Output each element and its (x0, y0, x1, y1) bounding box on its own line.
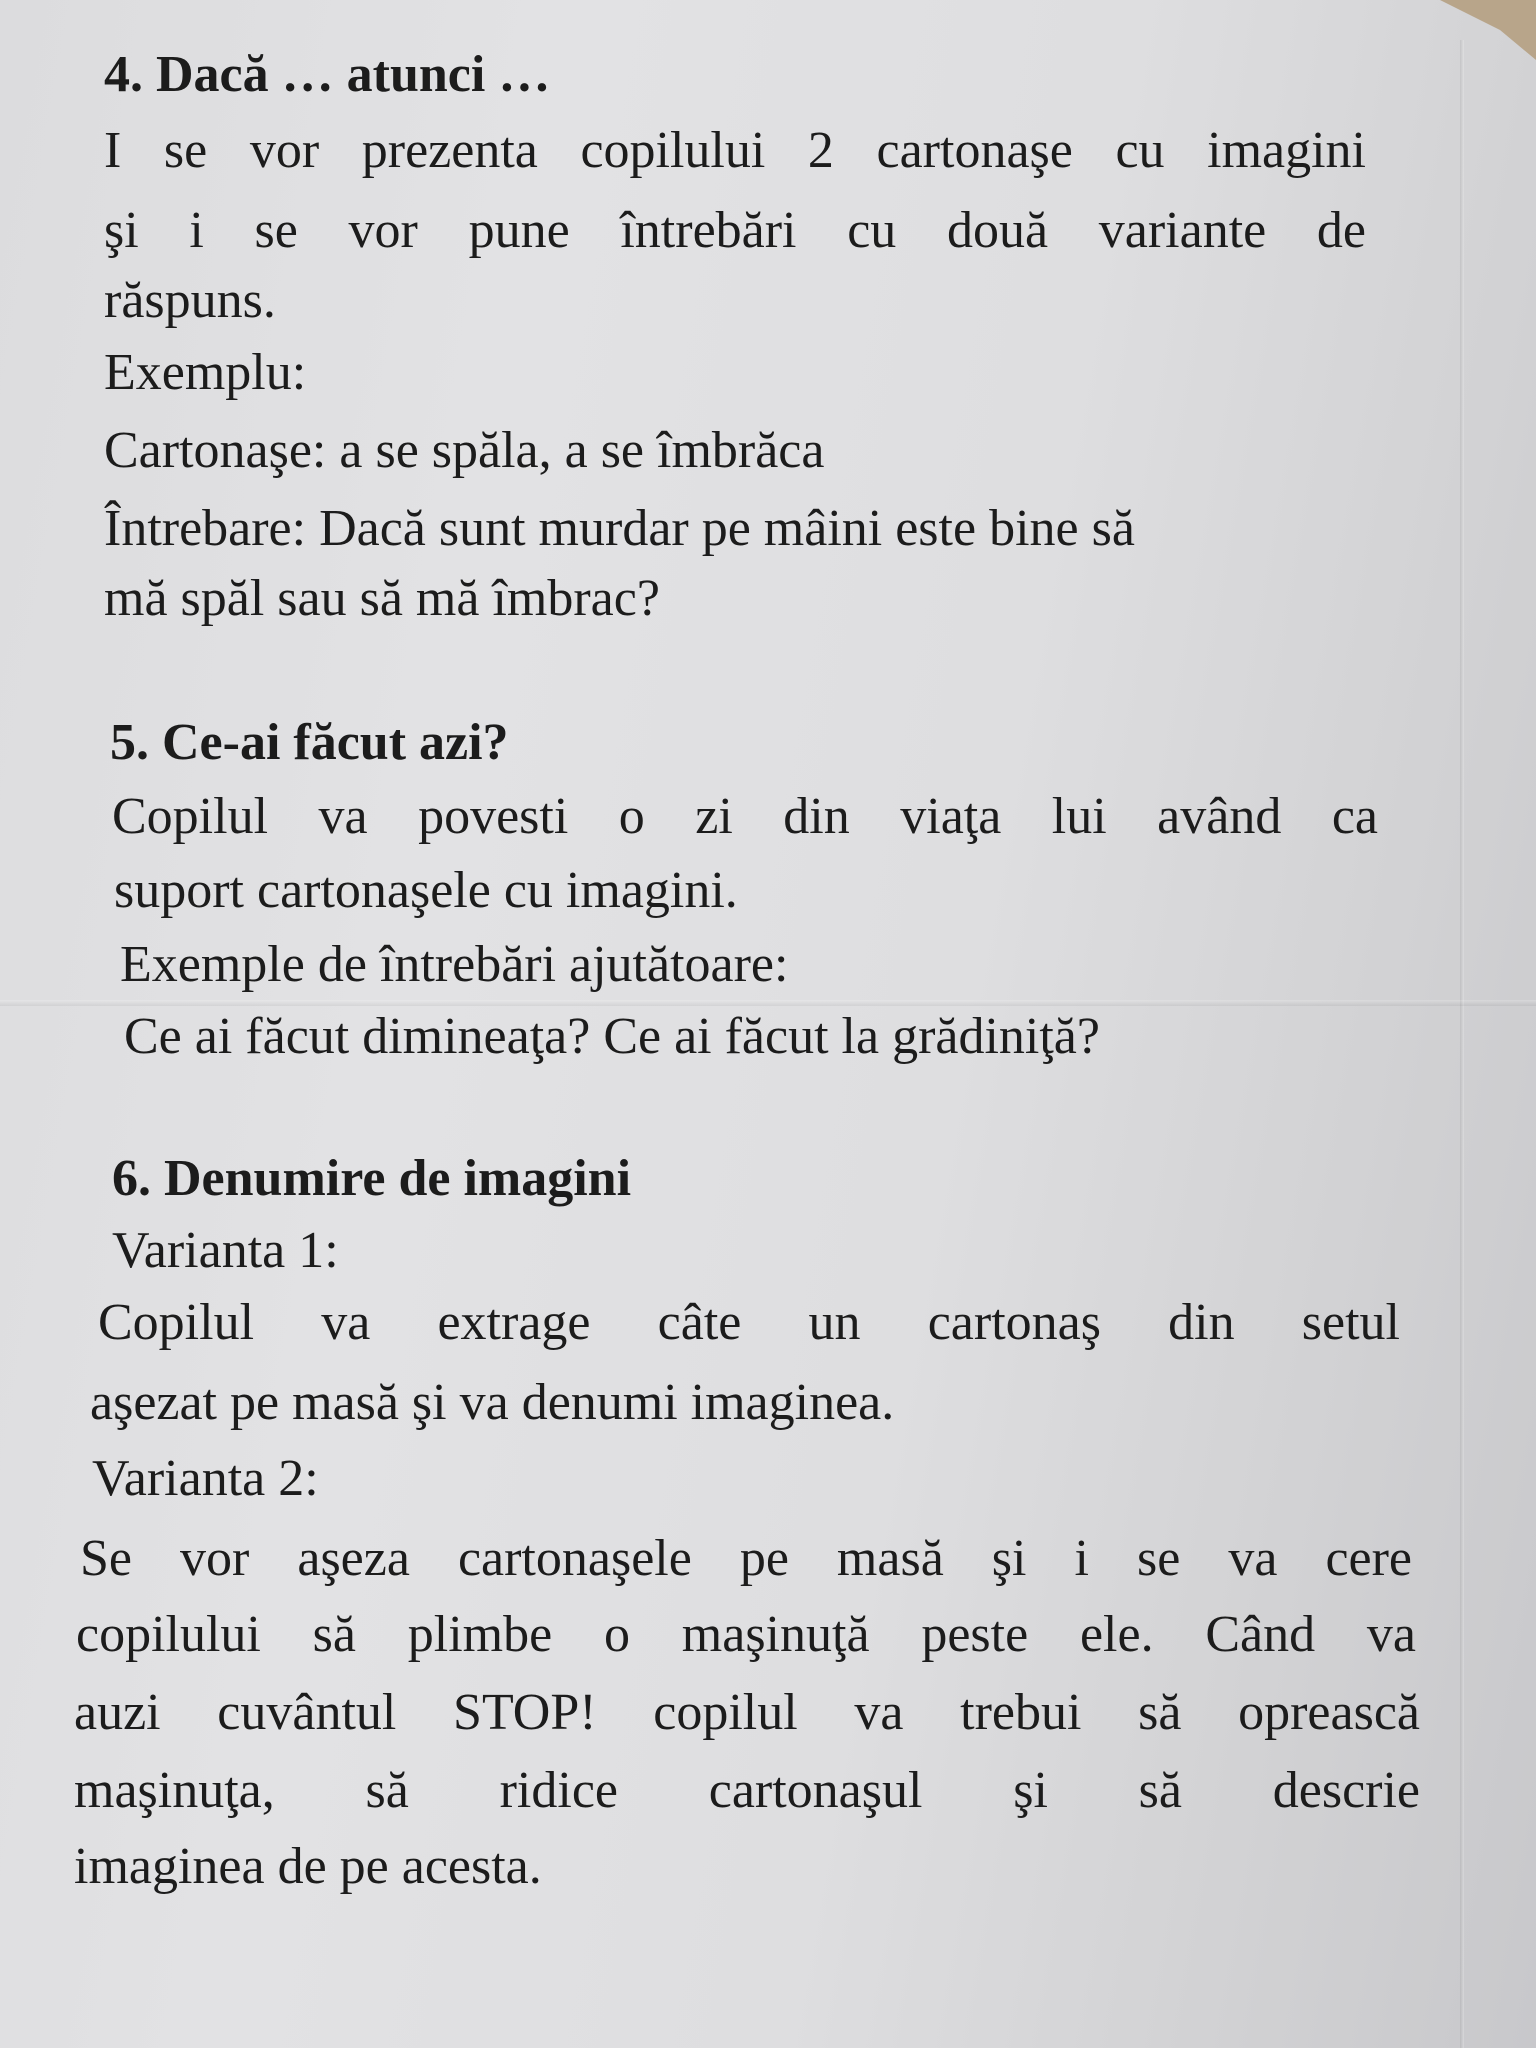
section-4-cards: Cartonaşe: a se spăla, a se îmbrăca (104, 422, 825, 479)
section-6-variant-2-label: Varianta 2: (92, 1450, 319, 1507)
section-4-heading: 4. Dacă … atunci … (104, 46, 551, 103)
section-5-heading: 5. Ce-ai făcut azi? (110, 714, 509, 771)
section-6-variant-1-line-2: aşezat pe masă şi va denumi imaginea. (90, 1374, 895, 1431)
section-6-variant-2-line-3: auzi cuvântul STOP! copilul va trebui să oprească (74, 1684, 1420, 1741)
section-4-line-1: I se vor prezenta copilului 2 cartonaşe cu imagini (104, 122, 1366, 179)
section-5-helper-questions: Ce ai făcut dimineaţa? Ce ai făcut la grădiniţă? (124, 1008, 1100, 1065)
section-6-variant-1-label: Varianta 1: (112, 1222, 339, 1279)
section-4-question-line-2: mă spăl sau să mă îmbrac? (104, 570, 660, 627)
section-4-line-2: şi i se vor pune întrebări cu două variante de (104, 202, 1366, 259)
section-6-variant-2-line-4: maşinuţa, să ridice cartonaşul şi să descrie (74, 1762, 1420, 1819)
section-6-variant-2-line-1: Se vor aşeza cartonaşele pe masă şi i se va cere (80, 1530, 1412, 1587)
section-4-line-3: răspuns. (104, 272, 276, 329)
section-5-line-2: suport cartonaşele cu imagini. (114, 862, 738, 919)
section-6-variant-2-line-2: copilului să plimbe o maşinuţă peste ele. Când va (76, 1606, 1416, 1663)
section-6-variant-1-line-1: Copilul va extrage câte un cartonaş din setul (98, 1294, 1400, 1351)
section-4-example-label: Exemplu: (104, 344, 307, 401)
section-6-variant-2-line-5: imaginea de pe acesta. (74, 1838, 542, 1895)
section-6-heading: 6. Denumire de imagini (112, 1150, 632, 1207)
section-5-helper-label: Exemple de întrebări ajutătoare: (120, 936, 789, 993)
section-4-question-line-1: Întrebare: Dacă sunt murdar pe mâini este bine să (104, 500, 1135, 557)
section-5-line-1: Copilul va povesti o zi din viaţa lui având ca (112, 788, 1378, 845)
